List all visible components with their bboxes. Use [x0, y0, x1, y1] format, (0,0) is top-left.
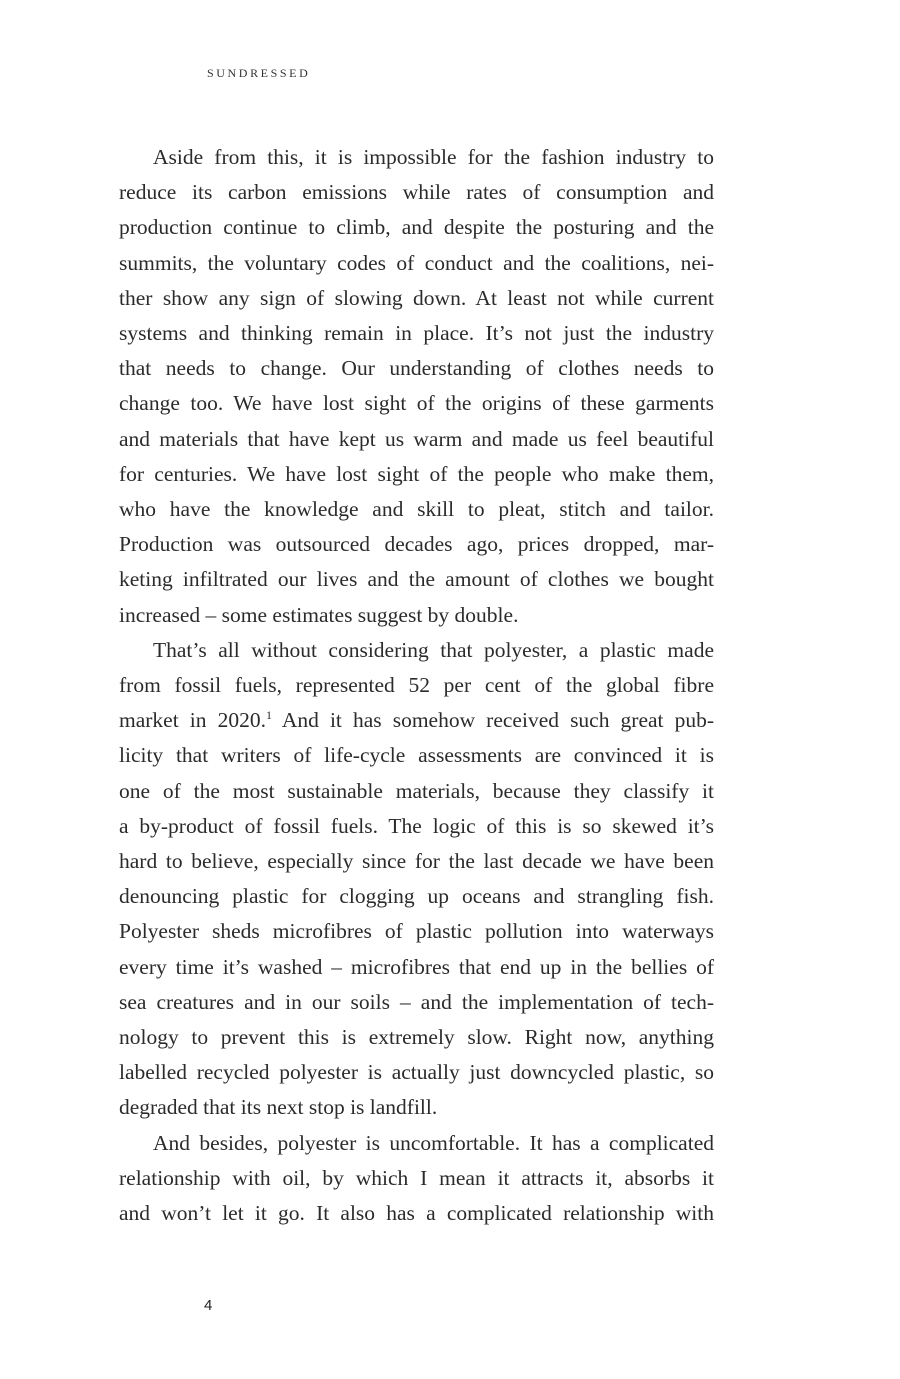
footnote-reference[interactable]: 1 — [265, 708, 272, 723]
text-line: summits, the voluntary codes of conduct and the coalitions, nei- — [119, 250, 714, 275]
text-line: production continue to climb, and despite the posturing and the — [119, 215, 714, 240]
text-line: that needs to change. Our understanding of clothes needs to — [119, 356, 714, 381]
text-line: labelled recycled polyester is actually just downcycled plastic, so — [119, 1060, 714, 1085]
text-line: from fossil fuels, represented 52 per cent of the global fibre — [119, 673, 714, 698]
text-line: increased – some estimates suggest by double. — [119, 602, 519, 627]
text-line: hard to believe, especially since for the last decade we have been — [119, 849, 714, 874]
text-fragment: market in 2020. — [119, 708, 266, 733]
text-line: one of the most sustainable materials, because they classify it — [119, 778, 714, 803]
text-line: a by-product of fossil fuels. The logic of this is so skewed it’s — [119, 813, 714, 838]
text-line: licity that writers of life-cycle assessments are convinced it is — [119, 743, 714, 768]
text-line: degraded that its next stop is landfill. — [119, 1095, 438, 1120]
text-line: Polyester sheds microfibres of plastic pollution into waterways — [119, 919, 714, 944]
text-line: reduce its carbon emissions while rates of consumption and — [119, 180, 714, 205]
text-line: every time it’s washed – microfibres that end up in the bellies of — [119, 954, 714, 979]
text-line: And besides, polyester is uncomfortable. It has a complicated — [153, 1130, 714, 1155]
text-line: That’s all without considering that polyester, a plastic made — [153, 637, 714, 662]
body-text — [119, 140, 714, 1231]
text-line: sea creatures and in our soils – and the implementation of tech- — [119, 989, 714, 1014]
text-line: systems and thinking remain in place. It’s not just the industry — [119, 321, 714, 346]
running-head: SUNDRESSED — [207, 66, 311, 80]
text-line: Production was outsourced decades ago, prices dropped, mar- — [119, 532, 714, 557]
text-line: nology to prevent this is extremely slow. Right now, anything — [119, 1025, 714, 1050]
text-line: for centuries. We have lost sight of the people who make them, — [119, 461, 714, 486]
text-line: ther show any sign of slowing down. At least not while current — [119, 285, 714, 310]
text-line-with-footnote — [119, 703, 714, 738]
text-line: who have the knowledge and skill to pleat, stitch and tailor. — [119, 497, 714, 522]
paragraph-3 — [119, 1126, 714, 1232]
text-line: keting infiltrated our lives and the amount of clothes we bought — [119, 567, 714, 592]
text-line: and materials that have kept us warm and made us feel beautiful — [119, 426, 714, 451]
text-line: denouncing plastic for clogging up oceans and strangling fish. — [119, 884, 714, 909]
text-line: Aside from this, it is impossible for the fashion industry to — [153, 145, 714, 169]
page-number: 4 — [204, 1297, 213, 1314]
paragraph-1 — [119, 140, 714, 633]
paragraph-2 — [119, 633, 714, 1126]
text-fragment: And it has somehow received such great pub- — [271, 708, 715, 733]
text-line: change too. We have lost sight of the origins of these garments — [119, 391, 714, 416]
text-line: relationship with oil, by which I mean it attracts it, absorbs it — [119, 1165, 714, 1190]
text-line: and won’t let it go. It also has a complicated relationship with — [119, 1201, 714, 1226]
